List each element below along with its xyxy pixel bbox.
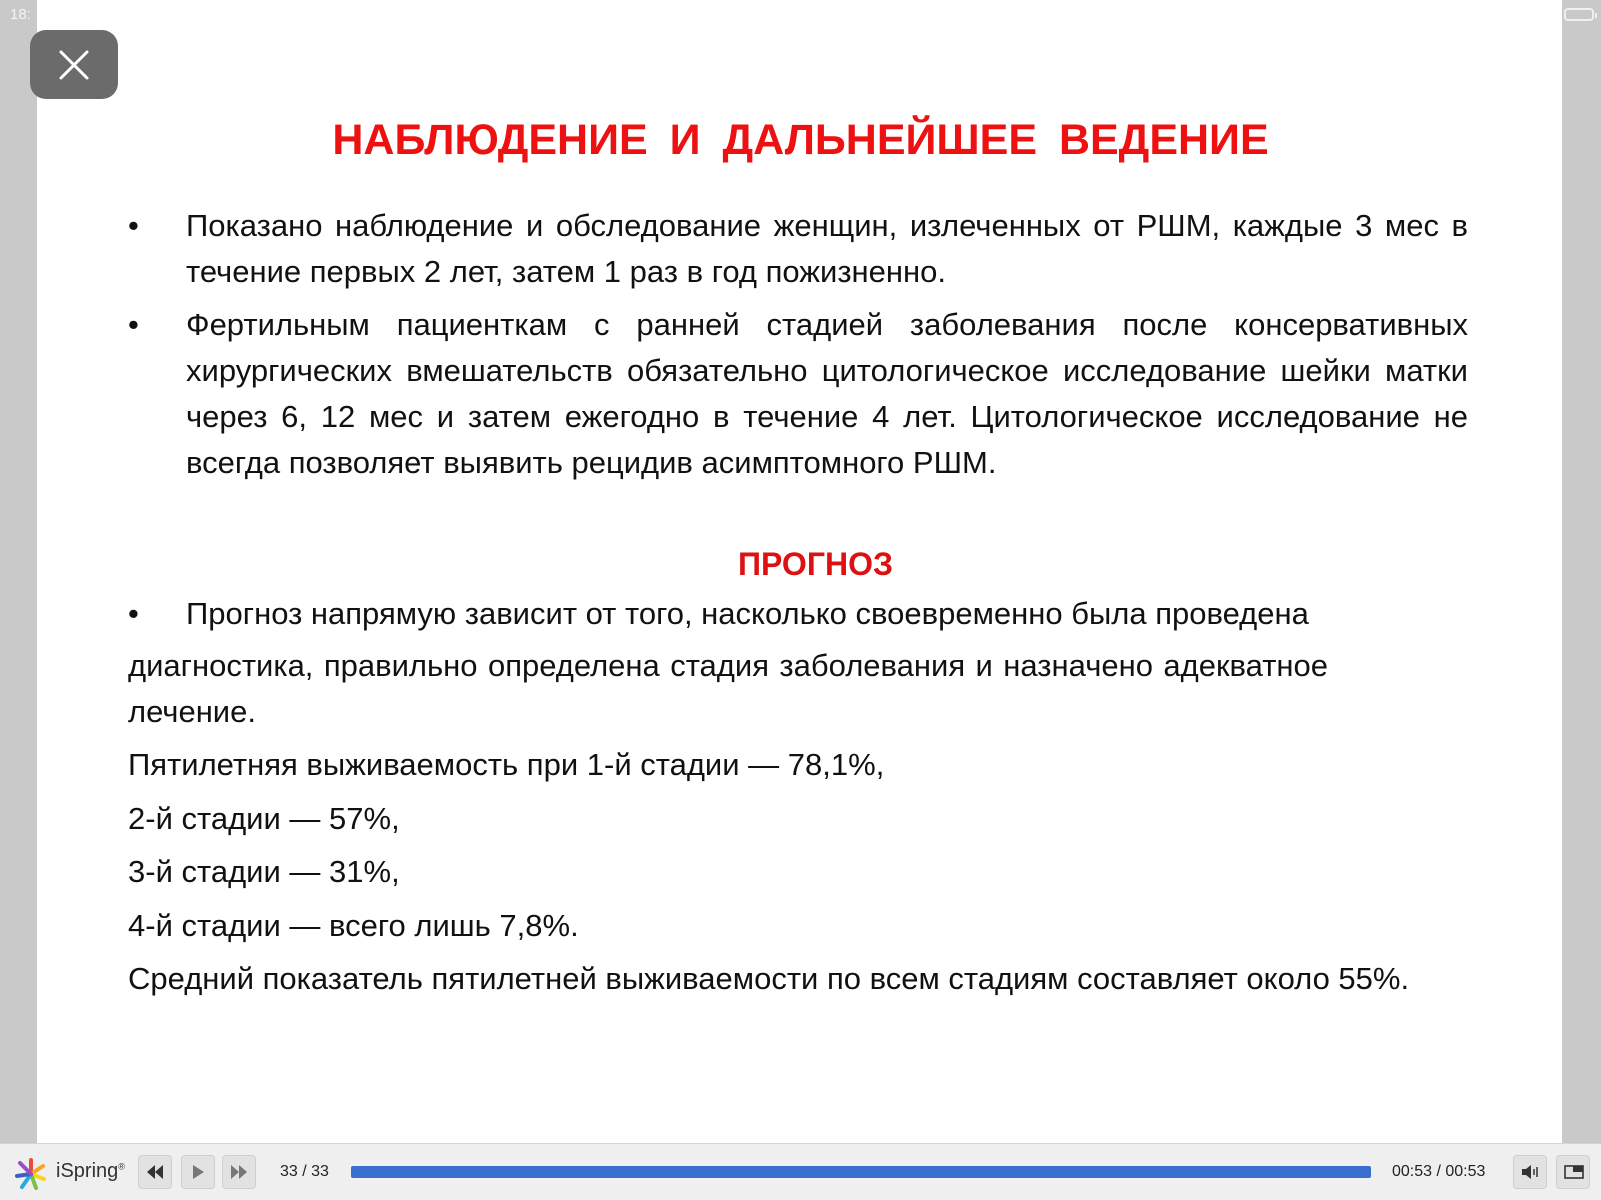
volume-button[interactable] [1513,1155,1547,1189]
paragraph: 3-й стадии — 31%, [128,854,400,889]
fullscreen-icon [1563,1163,1585,1181]
slide-title: НАБЛЮДЕНИЕ И ДАЛЬНЕЙШЕЕ ВЕДЕНИЕ [332,116,1269,164]
rewind-icon [145,1163,165,1181]
bullet-item [128,203,1468,295]
slide-counter: 33 / 33 [280,1163,329,1180]
battery-icon [1564,8,1594,21]
bullet-marker: • [128,208,139,243]
progress-fill [351,1166,1371,1178]
rewind-button[interactable] [138,1155,172,1189]
paragraph: Средний показатель пятилетней выживаемости по всем стадиям составляет около 55%. [128,961,1410,996]
ispring-logo-text: iSpring® [56,1160,125,1182]
progress-bar[interactable] [351,1166,1371,1178]
close-button[interactable] [30,30,118,99]
status-time: 18: [10,6,31,23]
play-icon [188,1163,208,1181]
bullet-text: Фертильным пациенткам с ранней стадией заболевания после консервативных хирургических вмешательств обязательно цитологическое исследование шейки матки через 6, 12 мес и затем ежегодно в течение 4 лет. Цитологическое исследование не всегда позволяет выявить рецидив асимптомного РШМ. [186,307,1468,480]
bullet-item [128,591,1488,637]
paragraph: диагностика, правильно определена стадия заболевания и назначено адекватное лечение. [128,648,1328,729]
player-bar [0,1143,1601,1200]
close-icon [57,48,91,82]
fullscreen-button[interactable] [1556,1155,1590,1189]
bullet-text: Прогноз напрямую зависит от того, насколько своевременно была проведена [186,596,1309,631]
paragraph: Пятилетняя выживаемость при 1-й стадии — 78,1%, [128,747,885,782]
fast-forward-button[interactable] [222,1155,256,1189]
paragraph: 2-й стадии — 57%, [128,801,400,836]
fast-forward-icon [229,1163,249,1181]
paragraph: 4-й стадии — всего лишь 7,8%. [128,908,579,943]
volume-icon [1520,1163,1542,1181]
time-readout: 00:53 / 00:53 [1392,1163,1486,1180]
section-heading: ПРОГНОЗ [738,546,893,582]
bullet-marker: • [128,307,139,342]
bullet-marker: • [128,596,139,631]
bullet-item [128,302,1468,486]
bullet-text: Показано наблюдение и обследование женщин, излеченных от РШМ, каждые 3 мес в течение первых 2 лет, затем 1 раз в год пожизненно. [186,208,1468,289]
play-button[interactable] [181,1155,215,1189]
ispring-logo-icon [14,1157,48,1191]
